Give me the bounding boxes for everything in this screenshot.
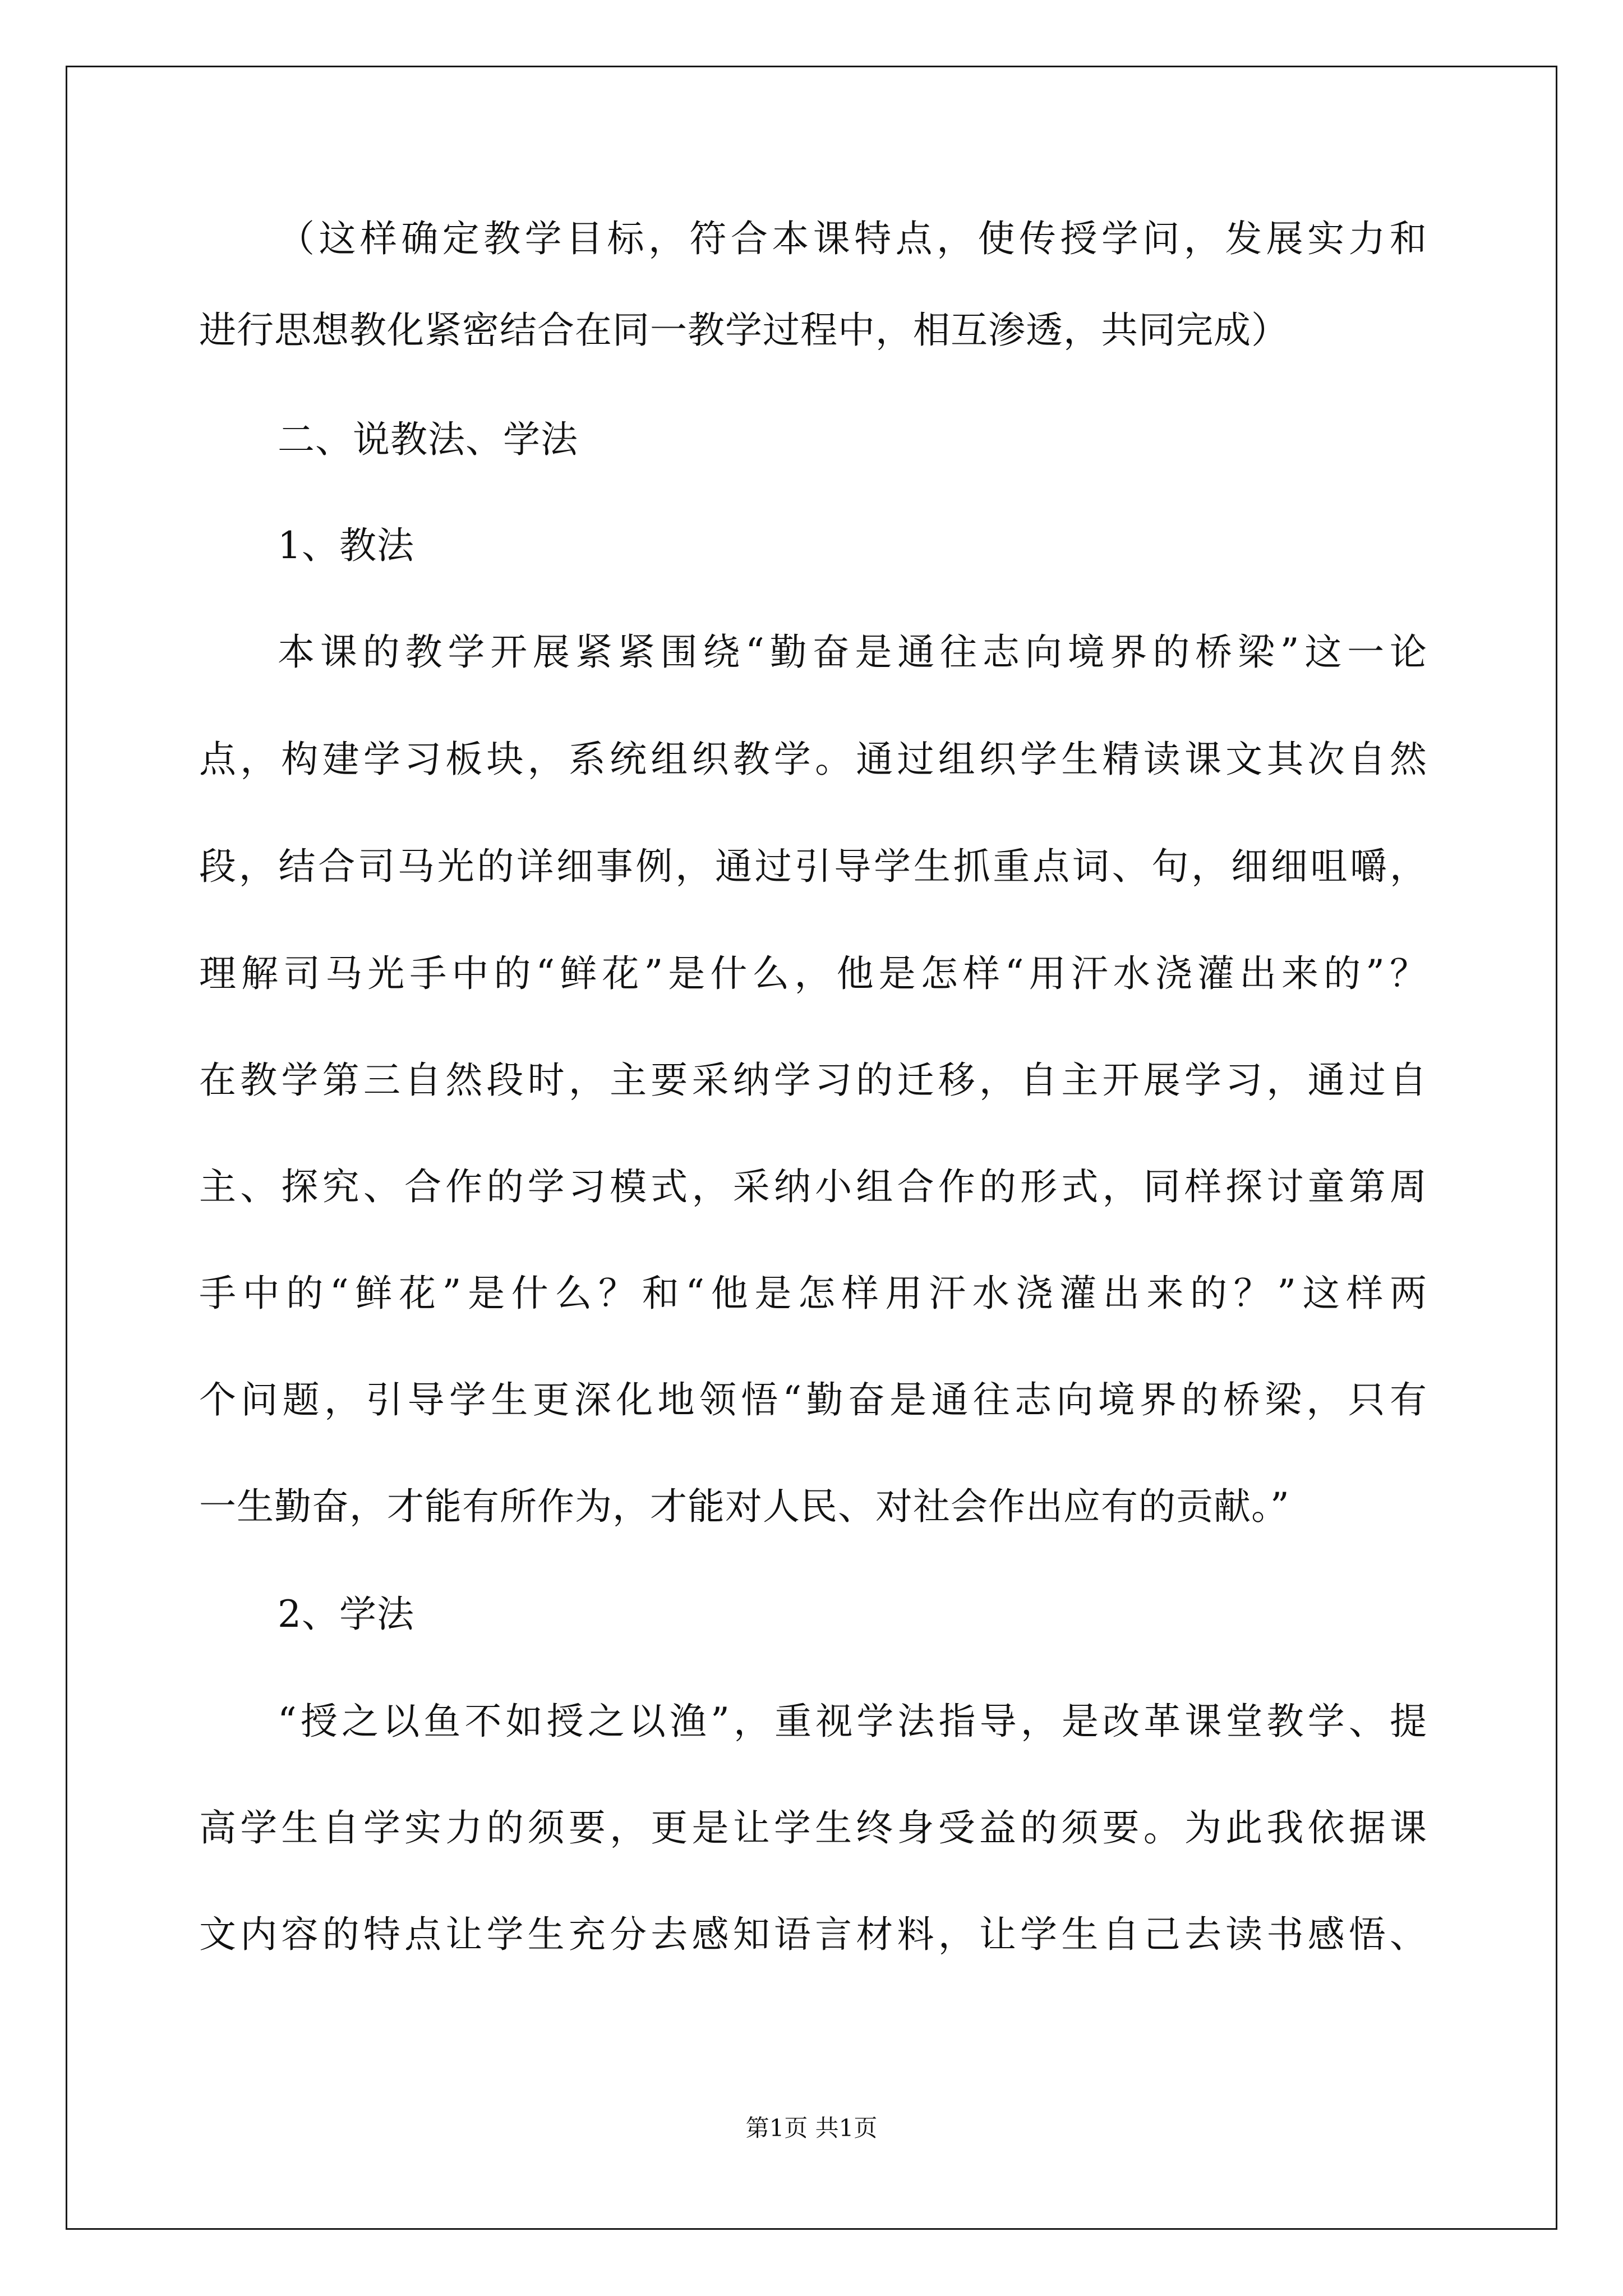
paragraph-line-3: 本课的教学开展紧紧围绕“勤奋是通往志向境界的桥梁”这一论 xyxy=(278,631,1427,674)
paragraph-line-1: （这样确定教学目标，符合本课特点，使传授学问，发展实力和 xyxy=(278,217,1427,260)
section-heading-methods: 二、说教法、学法 xyxy=(278,418,578,461)
page-border xyxy=(66,66,1557,2230)
paragraph-line-8: 主、探究、合作的学习模式，采纳小组合作的形式，同样探讨童第周 xyxy=(199,1165,1427,1208)
paragraph-line-4: 点，构建学习板块，系统组织教学。通过组织学生精读课文其次自然 xyxy=(199,738,1427,781)
paragraph-line-5: 段，结合司马光的详细事例，通过引导学生抓重点词、句，细细咀嚼， xyxy=(199,845,1427,888)
paragraph-line-6: 理解司马光手中的“鲜花”是什么，他是怎样“用汗水浇灌出来的”？ xyxy=(199,952,1427,995)
paragraph-line-7: 在教学第三自然段时，主要采纳学习的迁移，自主开展学习，通过自 xyxy=(199,1059,1427,1102)
paragraph-line-2: 进行思想教化紧密结合在同一教学过程中，相互渗透，共同完成） xyxy=(199,309,1289,352)
paragraph-line-10: 个问题，引导学生更深化地领悟“勤奋是通往志向境界的桥梁，只有 xyxy=(199,1378,1427,1421)
page-number-footer: 第1页 共1页 xyxy=(745,2114,878,2142)
paragraph-line-13: 高学生自学实力的须要，更是让学生终身受益的须要。为此我依据课 xyxy=(199,1806,1427,1849)
paragraph-line-9: 手中的“鲜花”是什么？和“他是怎样用汗水浇灌出来的？”这样两 xyxy=(199,1272,1427,1315)
paragraph-line-12: “授之以鱼不如授之以渔”，重视学法指导，是改革课堂教学、提 xyxy=(278,1700,1427,1743)
paragraph-line-14: 文内容的特点让学生充分去感知语言材料，让学生自己去读书感悟、 xyxy=(199,1913,1427,1956)
subheading-learning-method: 2、学法 xyxy=(278,1593,414,1636)
subheading-teaching-method: 1、教法 xyxy=(278,524,414,567)
paragraph-line-11: 一生勤奋，才能有所作为，才能对人民、对社会作出应有的贡献。” xyxy=(199,1485,1290,1528)
